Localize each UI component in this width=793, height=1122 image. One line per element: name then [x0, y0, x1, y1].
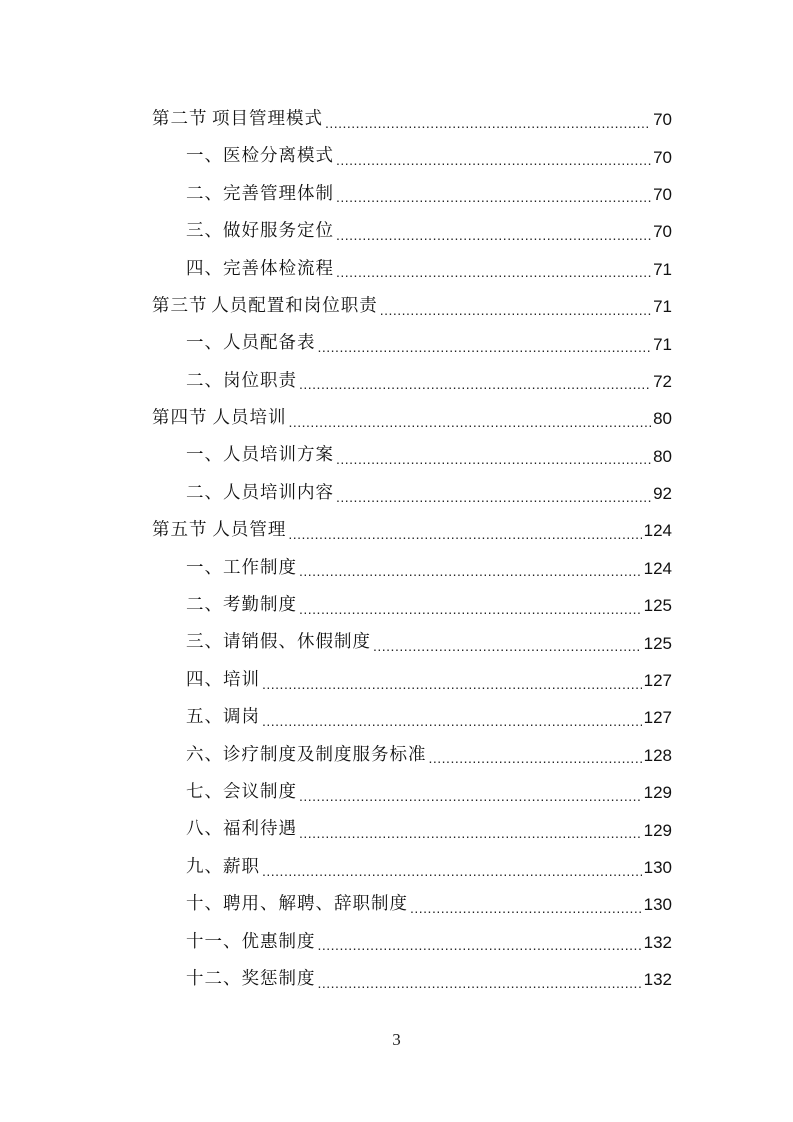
toc-page-number: 70 [653, 147, 672, 167]
toc-page-number: 129 [643, 783, 672, 803]
toc-subsection-entry[interactable] [0, 961, 793, 998]
toc-dot-leader [288, 527, 641, 541]
toc-entry-title: 请销假、休假制度 [223, 632, 371, 653]
toc-entry-label: 四、 [186, 258, 223, 279]
toc-entry-label: 二、 [186, 370, 223, 391]
toc-dot-leader [299, 564, 642, 578]
toc-dot-leader [336, 190, 651, 204]
toc-subsection-entry[interactable] [0, 475, 793, 512]
toc-entry-label: 一、 [186, 146, 223, 167]
toc-subsection-entry[interactable] [0, 438, 793, 475]
toc-entry-title: 人员配备表 [223, 333, 316, 354]
toc-page-number: 130 [643, 895, 672, 915]
toc-entry-label: 第五节 [152, 520, 208, 541]
toc-dot-leader [429, 751, 642, 765]
toc-dot-leader [336, 452, 651, 466]
toc-entry-title: 培训 [223, 669, 260, 690]
toc-entry-label: 十、 [186, 894, 223, 915]
toc-entry-label: 一、 [186, 557, 223, 578]
toc-subsection-entry[interactable] [0, 774, 793, 811]
toc-page-number: 70 [653, 184, 672, 204]
toc-subsection-entry[interactable] [0, 587, 793, 624]
toc-entry-title: 做好服务定位 [223, 221, 334, 242]
toc-entry-label: 二、 [186, 595, 223, 616]
toc-entry-title: 人员培训 [212, 408, 287, 429]
toc-dot-leader [288, 415, 651, 429]
toc-page-number: 124 [643, 558, 672, 578]
toc-entry-title: 人员培训方案 [223, 445, 334, 466]
toc-entry-label: 十二、 [186, 968, 242, 989]
toc-subsection-entry[interactable] [0, 886, 793, 923]
toc-page-number: 132 [643, 932, 672, 952]
toc-page-number: 80 [653, 409, 672, 429]
toc-dot-leader [336, 490, 651, 504]
toc-dot-leader [336, 228, 651, 242]
toc-entry-title: 奖惩制度 [241, 968, 316, 989]
toc-entry-title: 人员配置和岗位职责 [211, 295, 378, 316]
toc-entry-label: 六、 [186, 744, 223, 765]
toc-dot-leader [336, 265, 651, 279]
toc-page-number: 129 [643, 820, 672, 840]
toc-dot-leader [262, 677, 642, 691]
toc-dot-leader [318, 938, 642, 952]
toc-entry-label: 第四节 [152, 408, 208, 429]
toc-page-number: 70 [653, 222, 672, 242]
toc-subsection-entry[interactable] [0, 176, 793, 213]
toc-entry-label: 九、 [186, 856, 223, 877]
toc-page-number: 92 [653, 484, 672, 504]
toc-entry-label: 一、 [186, 445, 223, 466]
toc-entry-title: 优惠制度 [241, 931, 316, 952]
toc-entry-title: 完善管理体制 [223, 183, 334, 204]
toc-entry-label: 八、 [186, 819, 223, 840]
toc-entry-title: 项目管理模式 [211, 108, 323, 129]
toc-subsection-entry[interactable] [0, 550, 793, 587]
toc-page-number: 70 [653, 110, 672, 130]
toc-dot-leader [336, 153, 651, 167]
toc-page-number: 132 [643, 970, 672, 990]
toc-page-number: 71 [653, 297, 672, 317]
toc-page-number: 127 [643, 671, 672, 691]
toc-entry-label: 四、 [186, 669, 223, 690]
toc-entry-title: 人员培训内容 [223, 482, 334, 503]
toc-entry-title: 聘用、解聘、辞职制度 [223, 894, 408, 915]
toc-entry-label: 七、 [186, 781, 223, 802]
toc-subsection-entry[interactable] [0, 737, 793, 774]
toc-subsection-entry[interactable] [0, 363, 793, 400]
toc-dot-leader [262, 864, 642, 878]
toc-section-entry[interactable] [0, 400, 793, 437]
toc-section-entry[interactable] [0, 288, 793, 325]
toc-section-entry[interactable] [0, 512, 793, 549]
toc-dot-leader [373, 639, 642, 653]
toc-subsection-entry[interactable] [0, 811, 793, 848]
toc-dot-leader [380, 303, 651, 317]
toc-page-number: 71 [653, 334, 672, 354]
toc-subsection-entry[interactable] [0, 849, 793, 886]
toc-section-entry[interactable] [0, 101, 793, 138]
toc-entry-title: 完善体检流程 [223, 258, 334, 279]
toc-subsection-entry[interactable] [0, 699, 793, 736]
toc-page-number: 130 [643, 858, 672, 877]
toc-subsection-entry[interactable] [0, 213, 793, 250]
toc-subsection-entry[interactable] [0, 624, 793, 661]
toc-page-number: 127 [643, 708, 672, 728]
toc-dot-leader [299, 826, 642, 840]
toc-entry-title: 会议制度 [223, 781, 297, 802]
toc-subsection-entry[interactable] [0, 325, 793, 362]
toc-entry-title: 人员管理 [212, 520, 287, 541]
table-of-contents [0, 101, 793, 998]
toc-entry-title: 工作制度 [223, 557, 297, 578]
toc-entry-label: 三、 [186, 632, 223, 653]
toc-entry-title: 考勤制度 [223, 595, 297, 616]
toc-page-number: 125 [643, 633, 672, 653]
toc-page-number: 124 [643, 521, 672, 541]
toc-page-number: 71 [653, 259, 672, 279]
toc-entry-label: 十一、 [186, 931, 242, 952]
toc-subsection-entry[interactable] [0, 662, 793, 699]
toc-dot-leader [262, 714, 642, 728]
toc-page-number: 80 [653, 446, 672, 466]
toc-dot-leader [325, 116, 651, 130]
toc-entry-title: 调岗 [223, 707, 260, 728]
toc-entry-label: 一、 [186, 333, 223, 354]
toc-entry-title: 薪职 [223, 856, 260, 877]
toc-dot-leader [299, 602, 642, 616]
toc-entry-label: 三、 [186, 221, 223, 242]
toc-dot-leader [318, 340, 652, 354]
page-number: 3 [392, 1030, 401, 1049]
toc-dot-leader [318, 976, 642, 990]
toc-entry-label: 第三节 [152, 295, 208, 316]
toc-entry-title: 福利待遇 [223, 819, 297, 840]
toc-subsection-entry[interactable] [0, 251, 793, 288]
toc-page-number: 128 [643, 745, 672, 765]
toc-dot-leader [299, 789, 642, 803]
toc-entry-title: 岗位职责 [223, 370, 297, 391]
toc-dot-leader [410, 901, 642, 915]
toc-entry-title: 诊疗制度及制度服务标准 [223, 744, 427, 765]
toc-subsection-entry[interactable] [0, 924, 793, 961]
toc-entry-title: 医检分离模式 [223, 146, 334, 167]
toc-dot-leader [299, 377, 651, 391]
toc-entry-label: 二、 [186, 183, 223, 204]
toc-page-number: 125 [643, 596, 672, 616]
toc-entry-label: 第二节 [152, 108, 208, 129]
toc-entry-label: 二、 [186, 482, 223, 503]
toc-page-number: 72 [653, 371, 672, 391]
toc-subsection-entry[interactable] [0, 138, 793, 175]
toc-entry-label: 五、 [186, 707, 223, 728]
